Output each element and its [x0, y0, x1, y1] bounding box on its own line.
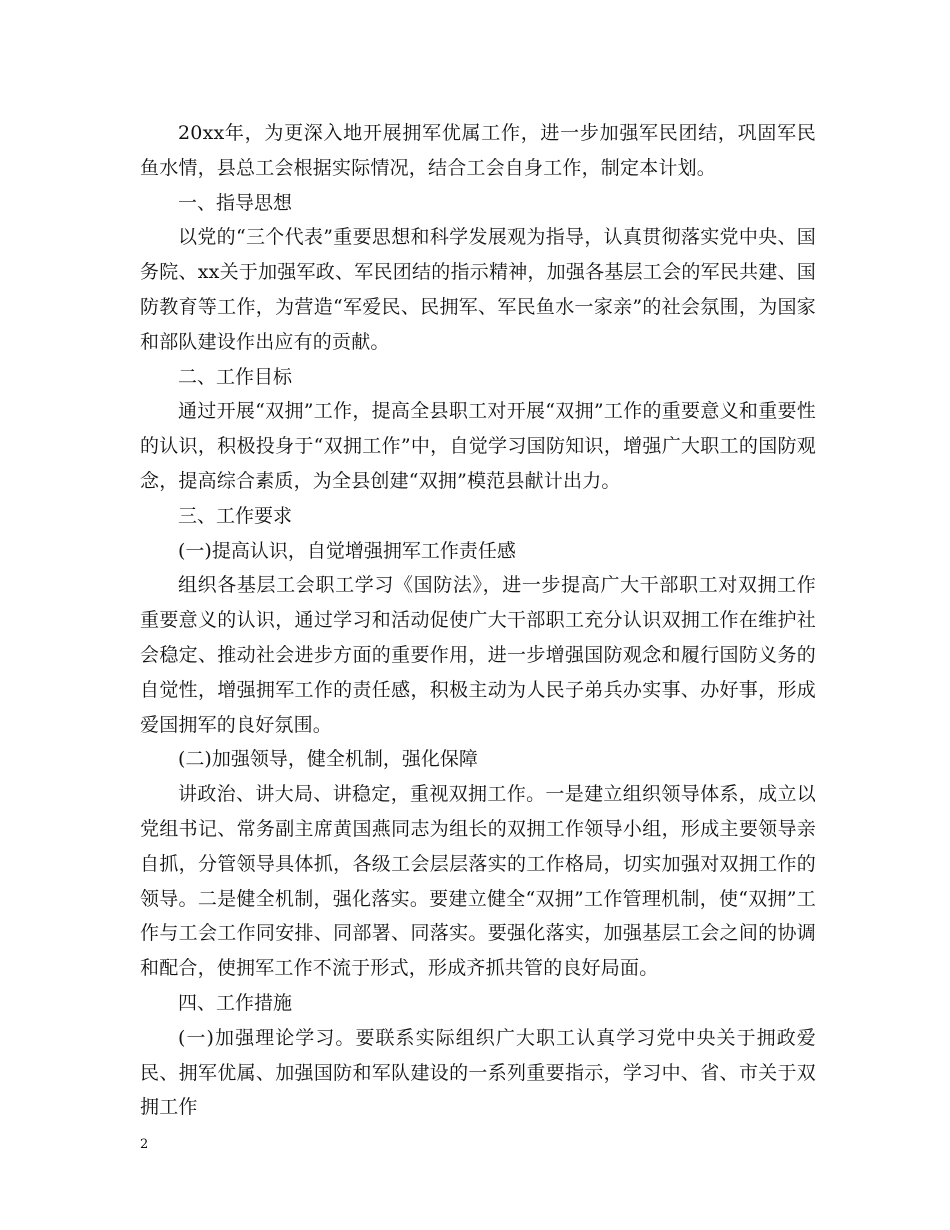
section-heading-work-measures: 四、工作措施 [178, 991, 293, 1014]
strengthen-leadership-paragraph: 讲政治、讲大局、讲稳定，重视双拥工作。一是建立组织领导体系，成立以党组书记、常务副主席黄国燕同志为组长的双拥工作领导小组，形成主要领导亲自抓，分管领导具体抓，各级工会层层落实的工作格局，切实加强对双拥工作的领导。二是健全机制，强化落实。要建立健全“双拥”工作管理机制，使“双拥”工作与工会工作同安排、同部署、同落实。要强化落实，加强基层工会之间的协调和配合，使拥军工作不流于形式，形成齐抓共管的良好局面。 [140, 783, 816, 980]
raise-awareness-paragraph: 组织各基层工会职工学习《国防法》，进一步提高广大干部职工对双拥工作重要意义的认识，通过学习和活动促使广大干部职工充分认识双拥工作在维护社会稳定、推动社会进步方面的重要作用，进一步增强国防观念和履行国防义务的自觉性，增强拥军工作的责任感，积极主动为人民子弟兵办实事、办好事，形成爱国拥军的良好氛围。 [140, 574, 816, 736]
subheading-raise-awareness: (一)提高认识，自觉增强拥军工作责任感 [178, 539, 516, 562]
section-heading-work-goal: 二、工作目标 [178, 365, 293, 388]
work-measures-paragraph: (一)加强理论学习。要联系实际组织广大职工认真学习党中央关于拥政爱民、拥军优属、加强国防和军队建设的一系列重要指示，学习中、省、市关于双拥工作 [140, 1026, 816, 1119]
subheading-strengthen-leadership: (二)加强领导，健全机制，强化保障 [178, 748, 478, 771]
intro-paragraph: 20xx年，为更深入地开展拥军优属工作，进一步加强军民团结，巩固军民鱼水情，县总工会根据实际情况，结合工会自身工作，制定本计划。 [140, 122, 816, 179]
section-heading-guiding-thought: 一、指导思想 [178, 191, 293, 214]
page-number: 2 [140, 1137, 149, 1152]
section-heading-work-requirements: 三、工作要求 [178, 504, 293, 527]
guiding-thought-paragraph: 以党的“三个代表”重要思想和科学发展观为指导，认真贯彻落实党中央、国务院、xx关于加强军政、军民团结的指示精神，加强各基层工会的军民共建、国防教育等工作，为营造“军爱民、民拥军、军民鱼水一家亲”的社会氛围，为国家和部队建设作出应有的贡献。 [140, 226, 816, 353]
document-body [140, 116, 816, 1125]
work-goal-paragraph: 通过开展“双拥”工作，提高全县职工对开展“双拥”工作的重要意义和重要性的认识，积极投身于“双拥工作”中，自觉学习国防知识，增强广大职工的国防观念，提高综合素质，为全县创建“双拥”模范县献计出力。 [140, 400, 816, 492]
